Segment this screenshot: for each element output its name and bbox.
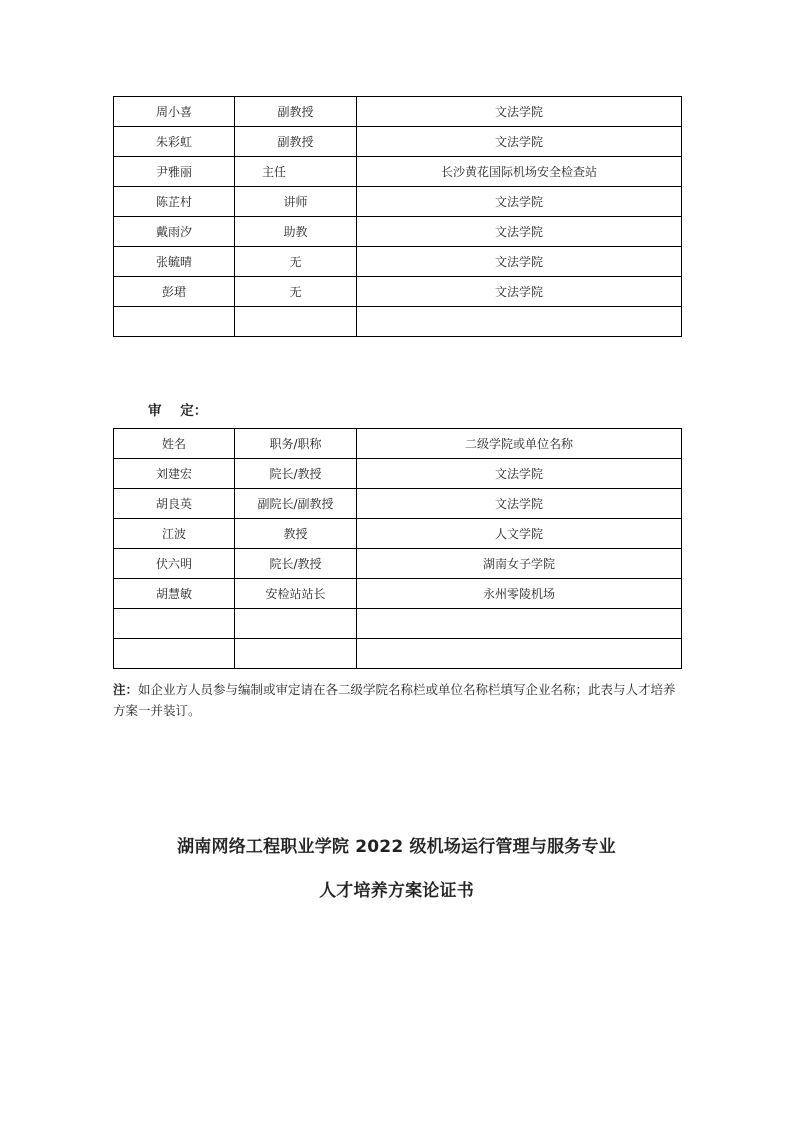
unit-cell: 文法学院: [357, 489, 682, 519]
name-cell: 彭珺: [114, 277, 235, 307]
review-section-label: 审 定：: [148, 403, 208, 419]
name-cell: 伏六明: [114, 549, 235, 579]
unit-cell: [357, 609, 682, 639]
unit-cell: 长沙黄花国际机场安全检查站: [357, 157, 682, 187]
table-row: [114, 459, 682, 489]
name-cell: [114, 609, 235, 639]
unit-cell: 文法学院: [357, 459, 682, 489]
title-cell: 教授: [235, 519, 357, 549]
title-cell: 助教: [235, 217, 357, 247]
table-row-empty: [114, 307, 682, 337]
unit-cell: 文法学院: [357, 247, 682, 277]
title-cell: 副教授: [235, 97, 357, 127]
title-cell: [235, 639, 357, 669]
unit-cell: 文法学院: [357, 277, 682, 307]
table-row: [114, 217, 682, 247]
table-row: [114, 579, 682, 609]
unit-cell: 文法学院: [357, 187, 682, 217]
table-row: [114, 157, 682, 187]
document-title-line2: 人才培养方案论证书: [319, 881, 474, 901]
name-cell: 张毓晴: [114, 247, 235, 277]
header-unit: 二级学院或单位名称: [357, 429, 682, 459]
name-cell: 朱彩虹: [114, 127, 235, 157]
name-cell: 胡良英: [114, 489, 235, 519]
title-cell: 主任: [235, 157, 357, 187]
table-row: [114, 187, 682, 217]
unit-cell: 人文学院: [357, 519, 682, 549]
name-cell: 周小喜: [114, 97, 235, 127]
table-row: [114, 127, 682, 157]
name-cell: [114, 307, 235, 337]
name-cell: 江波: [114, 519, 235, 549]
header-name: 姓名: [114, 429, 235, 459]
table-row: [114, 519, 682, 549]
reviewers-table: [113, 428, 682, 669]
name-cell: [114, 639, 235, 669]
table-row: [114, 277, 682, 307]
unit-cell: [357, 639, 682, 669]
unit-cell: 文法学院: [357, 127, 682, 157]
title-cell: 讲师: [235, 187, 357, 217]
table-row: [114, 489, 682, 519]
title-cell: 副教授: [235, 127, 357, 157]
name-cell: 胡慧敏: [114, 579, 235, 609]
footnote: [113, 679, 681, 721]
unit-cell: 湖南女子学院: [357, 549, 682, 579]
title-cell: [235, 609, 357, 639]
name-cell: 戴雨汐: [114, 217, 235, 247]
unit-cell: 文法学院: [357, 217, 682, 247]
footnote-label: 注：: [113, 682, 139, 697]
title-cell: 安检站站长: [235, 579, 357, 609]
document-title-line1: 湖南网络工程职业学院 2022 级机场运行管理与服务专业: [177, 837, 616, 857]
title-cell: [235, 307, 357, 337]
name-cell: 刘建宏: [114, 459, 235, 489]
title-cell: 无: [235, 247, 357, 277]
title-cell: 副院长/副教授: [235, 489, 357, 519]
table-row-empty: [114, 639, 682, 669]
table-row: [114, 247, 682, 277]
footnote-text: 如企业方人员参与编制或审定请在各二级学院名称栏或单位名称栏填写企业名称；此表与人才培养方案一并装订。: [113, 682, 676, 718]
name-cell: 尹雅丽: [114, 157, 235, 187]
unit-cell: [357, 307, 682, 337]
name-cell: 陈芷村: [114, 187, 235, 217]
table-header-row: [114, 429, 682, 459]
title-cell: 院长/教授: [235, 459, 357, 489]
participants-table: [113, 96, 682, 337]
table-row: [114, 97, 682, 127]
table-row: [114, 549, 682, 579]
unit-cell: 永州零陵机场: [357, 579, 682, 609]
table-row-empty: [114, 609, 682, 639]
title-cell: 无: [235, 277, 357, 307]
title-cell: 院长/教授: [235, 549, 357, 579]
header-title: 职务/职称: [235, 429, 357, 459]
unit-cell: 文法学院: [357, 97, 682, 127]
